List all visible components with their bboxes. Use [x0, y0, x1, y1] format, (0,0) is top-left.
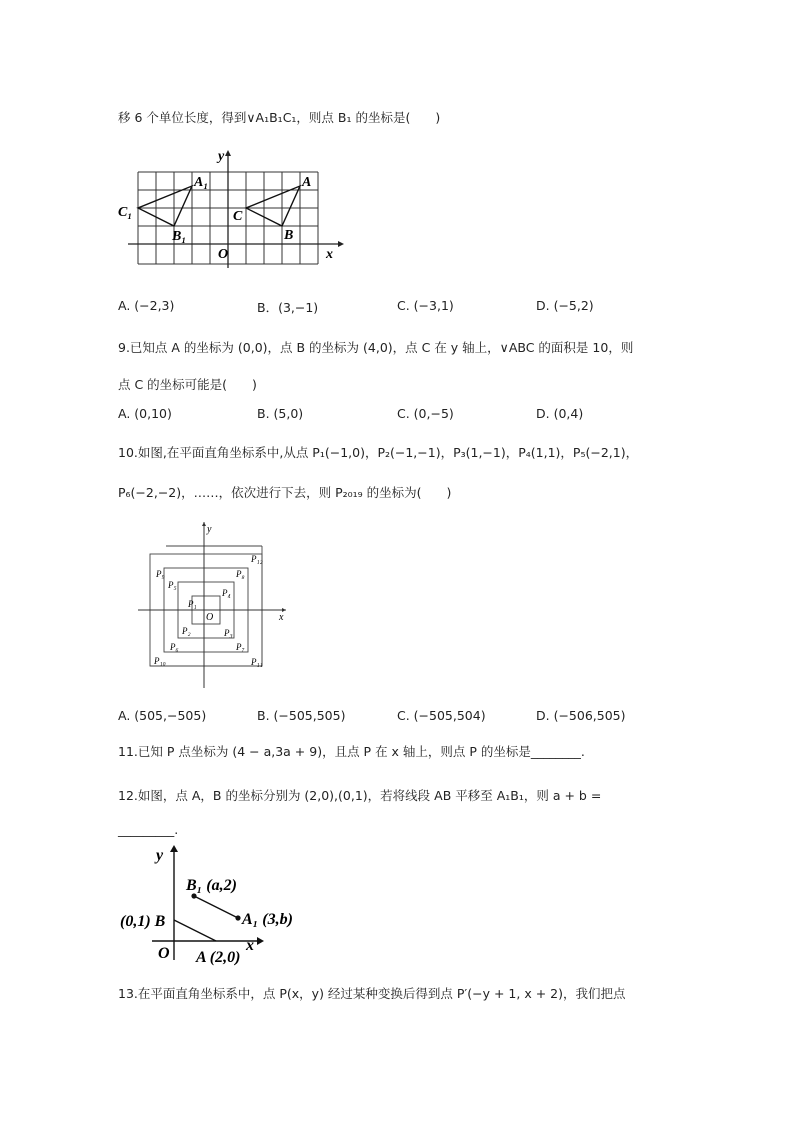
q10-fig-p8: P₈ [236, 569, 245, 579]
q10-fig-p2: P₂ [182, 626, 191, 636]
q12-line1: 12.如图，点 A，B 的坐标分别为 (2,0),(0,1)，若将线段 AB 平移至 A₁B₁，则 a + b = [118, 788, 602, 803]
q12-fig-b1: B₁ (a,2) [186, 877, 237, 894]
q12-fig-a1: A₁ (3,b) [242, 911, 293, 928]
q12-fig-y: y [156, 847, 164, 864]
q8-figure [114, 146, 354, 276]
q8-fig-y: y [218, 149, 225, 164]
q10-figure [138, 522, 288, 692]
q12-figure [118, 842, 293, 967]
q10-fig-o: O [206, 612, 214, 623]
q10-option-c: C. (−505,504) [397, 708, 486, 723]
q12-fig-o: O [158, 945, 170, 962]
q8-fig-b: B [284, 228, 294, 243]
q10-fig-p7: P₇ [236, 642, 245, 652]
q10-option-d: D. (−506,505) [536, 708, 626, 723]
q9-line2: 点 C 的坐标可能是( ) [118, 377, 257, 392]
q10-fig-y: y [207, 524, 212, 535]
q9-option-d: D. (0,4) [536, 406, 584, 421]
q10-fig-p12: P₁₂ [251, 554, 263, 564]
q10-fig-p9: P₉ [156, 569, 165, 579]
q12-fig-a: A (2,0) [196, 949, 241, 966]
q11-line: 11.已知 P 点坐标为 (4 − a,3a + 9)，且点 P 在 x 轴上，则点 P 的坐标是________. [118, 744, 585, 759]
q8-fig-c1: C₁ [118, 205, 133, 220]
q10-line2: P₆(−2,−2)，……，依次进行下去，则 P₂₀₁₉ 的坐标为( ) [118, 485, 452, 500]
q10-fig-p5: P₅ [168, 580, 177, 590]
q9-option-b: B. (5,0) [257, 406, 304, 421]
q8-fig-a1: A₁ [194, 175, 209, 190]
q10-line1: 10.如图,在平面直角坐标系中,从点 P₁(−1,0)，P₂(−1,−1)，P₃(1,−1)，P₄(1,1)，P₅(−2,1)， [118, 445, 639, 460]
q8-option-b: B．(3,−1) [257, 300, 319, 315]
q8-fig-o: O [218, 247, 229, 262]
q10-fig-p10: P₁₀ [154, 656, 166, 666]
q9-option-a: A. (0,10) [118, 406, 172, 421]
q9-line1: 9.已知点 A 的坐标为 (0,0)，点 B 的坐标为 (4,0)，点 C 在 y 轴上，∨ABC 的面积是 10，则 [118, 340, 634, 355]
q10-fig-p3: P₃ [224, 628, 233, 638]
q8-fig-a: A [302, 175, 312, 190]
q10-option-a: A. (505,−505) [118, 708, 207, 723]
q8-fig-c: C [233, 209, 243, 224]
q10-fig-x: x [279, 612, 284, 623]
q12-fig-b: (0,1) B [120, 913, 166, 930]
q10-fig-p1: P₁ [188, 599, 197, 609]
q8-option-c: C. (−3,1) [397, 298, 454, 313]
q12-line2: _________. [118, 822, 179, 837]
q12-fig-x: x [246, 937, 254, 954]
q8-stem: 移 6 个单位长度，得到∨A₁B₁C₁，则点 B₁ 的坐标是( ) [118, 110, 441, 125]
q8-option-a: A. (−2,3) [118, 298, 175, 313]
q13-line: 13.在平面直角坐标系中，点 P(x，y) 经过某种变换后得到点 P′(−y + 1, x + 2)，我们把点 [118, 986, 626, 1001]
q10-option-b: B. (−505,505) [257, 708, 346, 723]
q8-fig-x: x [326, 247, 333, 262]
q10-fig-p4: P₄ [222, 588, 231, 598]
q9-option-c: C. (0,−5) [397, 406, 454, 421]
q8-option-d: D. (−5,2) [536, 298, 594, 313]
q10-fig-p11: P₁₁ [251, 657, 263, 667]
q8-fig-b1: B₁ [172, 229, 187, 244]
q10-fig-p6: P₆ [170, 642, 179, 652]
